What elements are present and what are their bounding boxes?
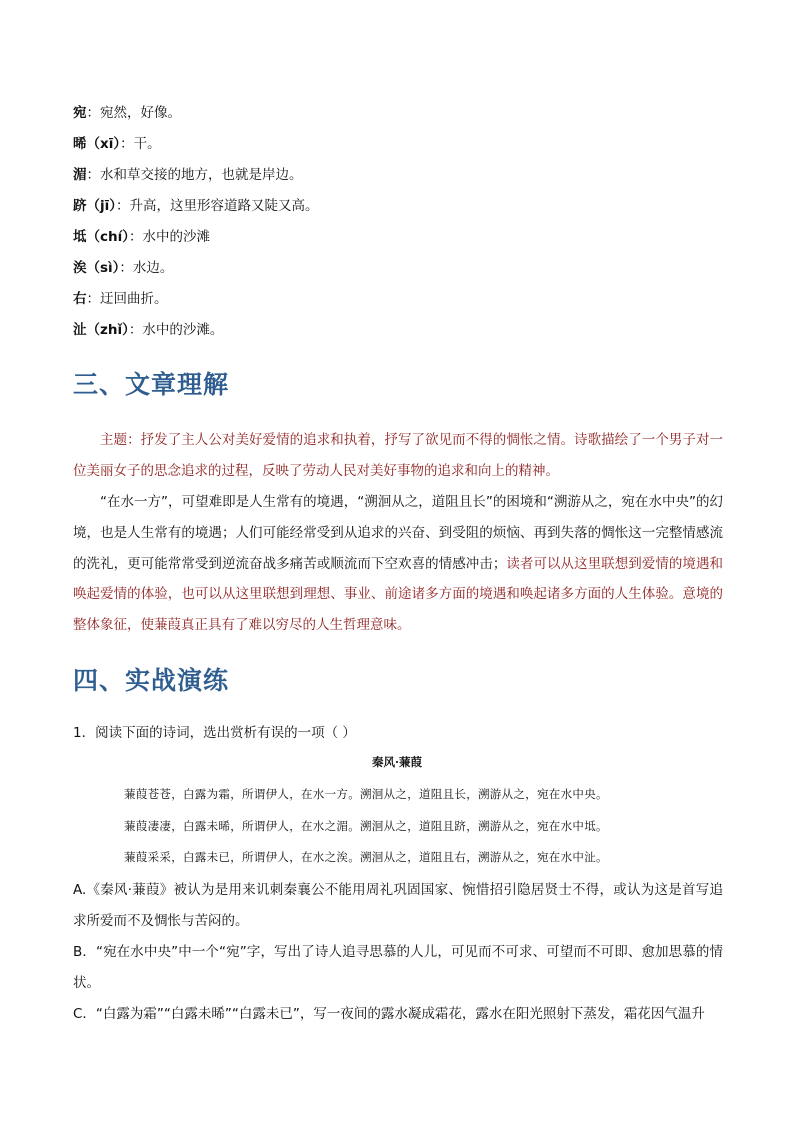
analysis-highlight: 读者可以从这里联想到爱情的境遇和唤起爱情的体验，也可以从这里联想到理想、事业、前途诸多方面的境遇和唤起诸多方面的人生体验。意境的整体象征，使蒹葭真正具有了难以穷尽的人生哲理意味。 <box>73 555 724 634</box>
glossary-item-1 <box>73 103 181 123</box>
glossary-definition: ：水中的沙滩。 <box>128 322 224 338</box>
analysis-paragraph <box>73 487 723 641</box>
glossary-item-4 <box>73 196 319 216</box>
section-heading: 四、实战演练 <box>73 666 230 695</box>
poem-verse: 蒹葭采采，白露未已，所谓伊人，在水之涘。溯洄从之，道阻且右，溯游从之，宛在水中沚。 <box>124 850 608 864</box>
poem-verse: 蒹葭凄凄，白露未晞，所谓伊人，在水之湄。溯洄从之，道阻且跻，溯游从之，宛在水中坻。 <box>124 819 608 833</box>
glossary-definition: ：宛然，好像。 <box>86 105 181 121</box>
glossary-term: 坻（chí） <box>73 229 129 245</box>
glossary-term: 湄 <box>73 167 87 183</box>
glossary-term: 宛 <box>73 105 87 121</box>
glossary-definition: ：升高，这里形容道路又陡又高。 <box>116 198 319 214</box>
glossary-item-3 <box>73 165 303 185</box>
glossary-item-7 <box>73 289 168 309</box>
glossary-term: 沚（zhǐ） <box>73 322 129 338</box>
glossary-definition: ：水和草交接的地方，也就是岸边。 <box>86 167 303 183</box>
glossary-item-2 <box>73 134 161 154</box>
glossary-term: 右 <box>73 291 87 307</box>
glossary-term: 跻（jī） <box>73 198 117 214</box>
glossary-definition: ：水中的沙滩 <box>129 229 210 245</box>
question-stem: 1．阅读下面的诗词，选出赏析有误的一项（ ） <box>73 725 356 741</box>
option-b: B．“宛在水中央”中一个“宛”字，写出了诗人追寻思慕的人儿，可见而不可求、可望而不可即、愈加思慕的情状。 <box>73 944 723 991</box>
section-heading: 三、文章理解 <box>73 370 230 399</box>
theme-paragraph: 主题：抒发了主人公对美好爱情的追求和执着，抒写了欲见而不得的惆怅之情。诗歌描绘了一个男子对一位美丽女子的思念追求的过程，反映了劳动人民对美好事物的追求和向上的精神。 <box>73 432 723 479</box>
glossary-definition: ：迂回曲折。 <box>86 291 168 307</box>
glossary-term: 晞（xī） <box>73 136 121 152</box>
option-c: C．“白露为霜”“白露未晞”“白露未已”，写一夜间的露水凝成霜花，露水在阳光照射下蒸发，霜花因气温升 <box>73 1006 705 1022</box>
glossary-item-8 <box>73 320 223 340</box>
analysis-text: “在水一方”，可望难即是人生常有的境遇，“溯洄从之，道阻且长”的困境和“溯游从之，宛在水中央”的幻境，也是人生常有的境遇；人们可能经常受到从追求的兴奋、到受阻的烦恼、再到失落的惆怅这一完整情感流的洗礼，更可能常常受到逆流奋战多痛苦或顺流而下空欢喜的情感冲击； <box>73 494 723 572</box>
glossary-item-6 <box>73 258 173 278</box>
glossary-item-5 <box>73 227 210 247</box>
glossary-term: 涘（sì） <box>73 260 120 276</box>
poem-verse: 蒹葭苍苍，白露为霜，所谓伊人，在水一方。溯洄从之，道阻且长，溯游从之，宛在水中央。 <box>124 787 608 801</box>
poem-title: 秦风·蒹葭 <box>371 755 422 769</box>
glossary-definition: ：干。 <box>120 136 161 152</box>
glossary-definition: ：水边。 <box>119 260 174 276</box>
option-a: A.《秦风·蒹葭》被认为是用来讥刺秦襄公不能用周礼巩固国家、惋惜招引隐居贤士不得，或认为这是首写追求所爱而不及惆怅与苦闷的。 <box>73 882 723 929</box>
